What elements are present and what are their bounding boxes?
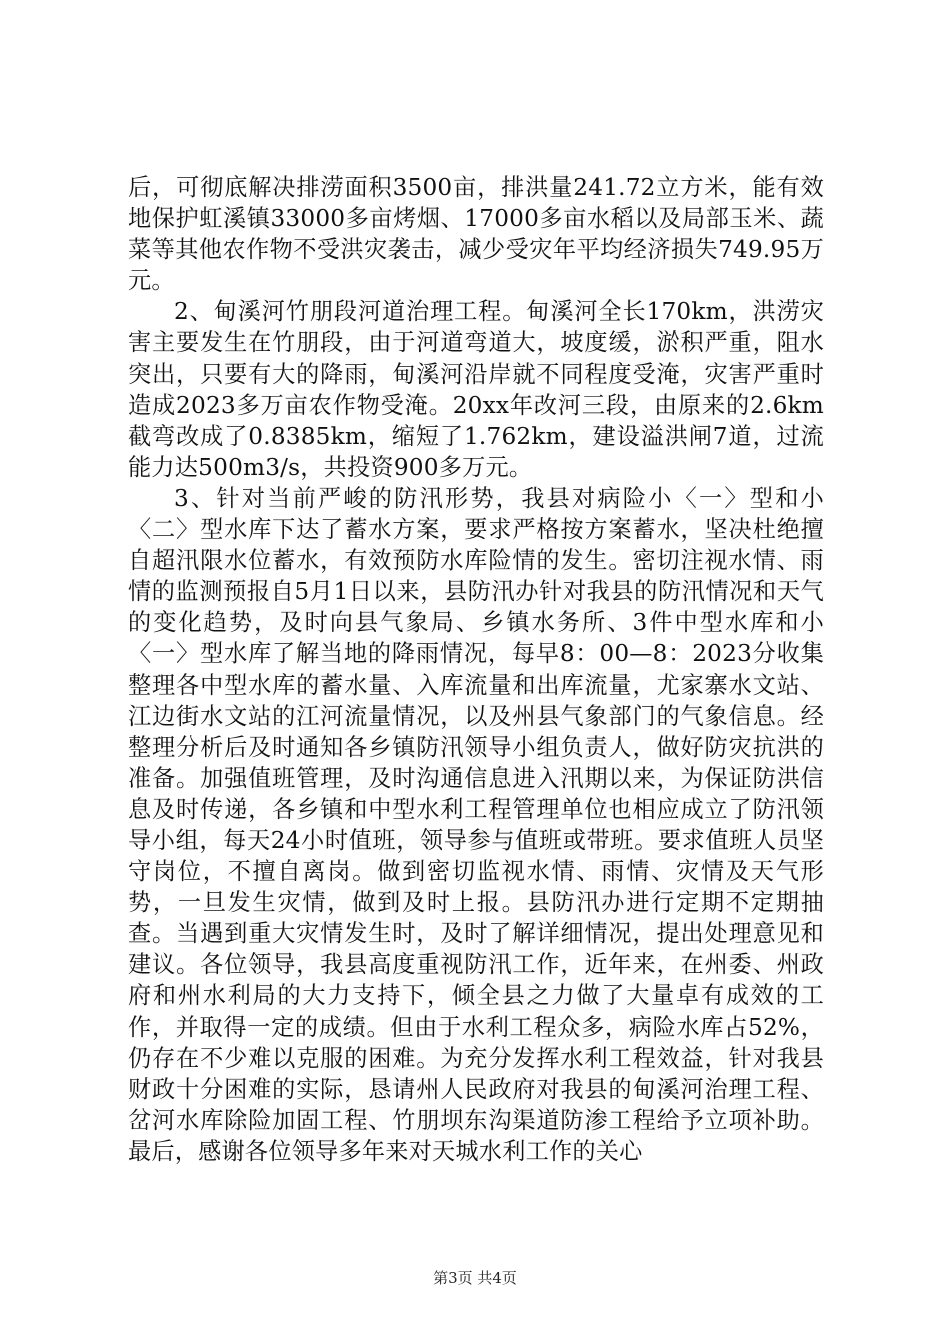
page-number-footer: 第3页 共4页	[433, 1269, 517, 1287]
paragraph-item-2: 2、甸溪河竹朋段河道治理工程。甸溪河全长170km，洪涝灾害主要发生在竹朋段，由于河道弯道大，坡度缓，淤积严重，阻水突出，只要有大的降雨，甸溪河沿岸就不同程度受淹，灾害严重时造成2023多万亩农作物受淹。20xx年改河三段，由原来的2.6km截弯改成了0.8385km，缩短了1.762km，建设溢洪闸7道，过流能力达500m3/s，共投资900多万元。	[128, 298, 824, 481]
paragraph-continuation: 后，可彻底解决排涝面积3500亩，排洪量241.72立方米，能有效地保护虹溪镇33000多亩烤烟、17000多亩水稻以及局部玉米、蔬菜等其他农作物不受洪灾袭击，减少受灾年平均经济损失749.95万元。	[128, 174, 824, 295]
document-body	[128, 172, 824, 1167]
paragraph-item-3: 3、针对当前严峻的防汛形势，我县对病险小〈一〉型和小〈二〉型水库下达了蓄水方案，要求严格按方案蓄水，坚决杜绝擅自超汛限水位蓄水，有效预防水库险情的发生。密切注视水情、雨情的监测预报自5月1日以来，县防汛办针对我县的防汛情况和天气的变化趋势，及时向县气象局、乡镇水务所、3件中型水库和小〈一〉型水库了解当地的降雨情况，每早8：00—8：2023分收集整理各中型水库的蓄水量、入库流量和出库流量，尤家寨水文站、江边街水文站的江河流量情况，以及州县气象部门的气象信息。经整理分析后及时通知各乡镇防汛领导小组负责人，做好防灾抗洪的准备。加强值班管理，及时沟通信息进入汛期以来，为保证防洪信息及时传递，各乡镇和中型水利工程管理单位也相应成立了防汛领导小组，每天24小时值班，领导参与值班或带班。要求值班人员坚守岗位，不擅自离岗。做到密切监视水情、雨情、灾情及天气形势，一旦发生灾情，做到及时上报。县防汛办进行定期不定期抽查。当遇到重大灾情发生时，及时了解详细情况，提出处理意见和建议。各位领导，我县高度重视防汛工作，近年来，在州委、州政府和州水利局的大力支持下，倾全县之力做了大量卓有成效的工作，并取得一定的成绩。但由于水利工程众多，病险水库占52%，仍存在不少难以克服的困难。为充分发挥水利工程效益，针对我县财政十分困难的实际，恳请州人民政府对我县的甸溪河治理工程、岔河水库除险加固工程、竹朋坝东沟渠道防渗工程给予立项补助。最后，感谢各位领导多年来对天城水利工作的关心	[128, 484, 824, 1165]
